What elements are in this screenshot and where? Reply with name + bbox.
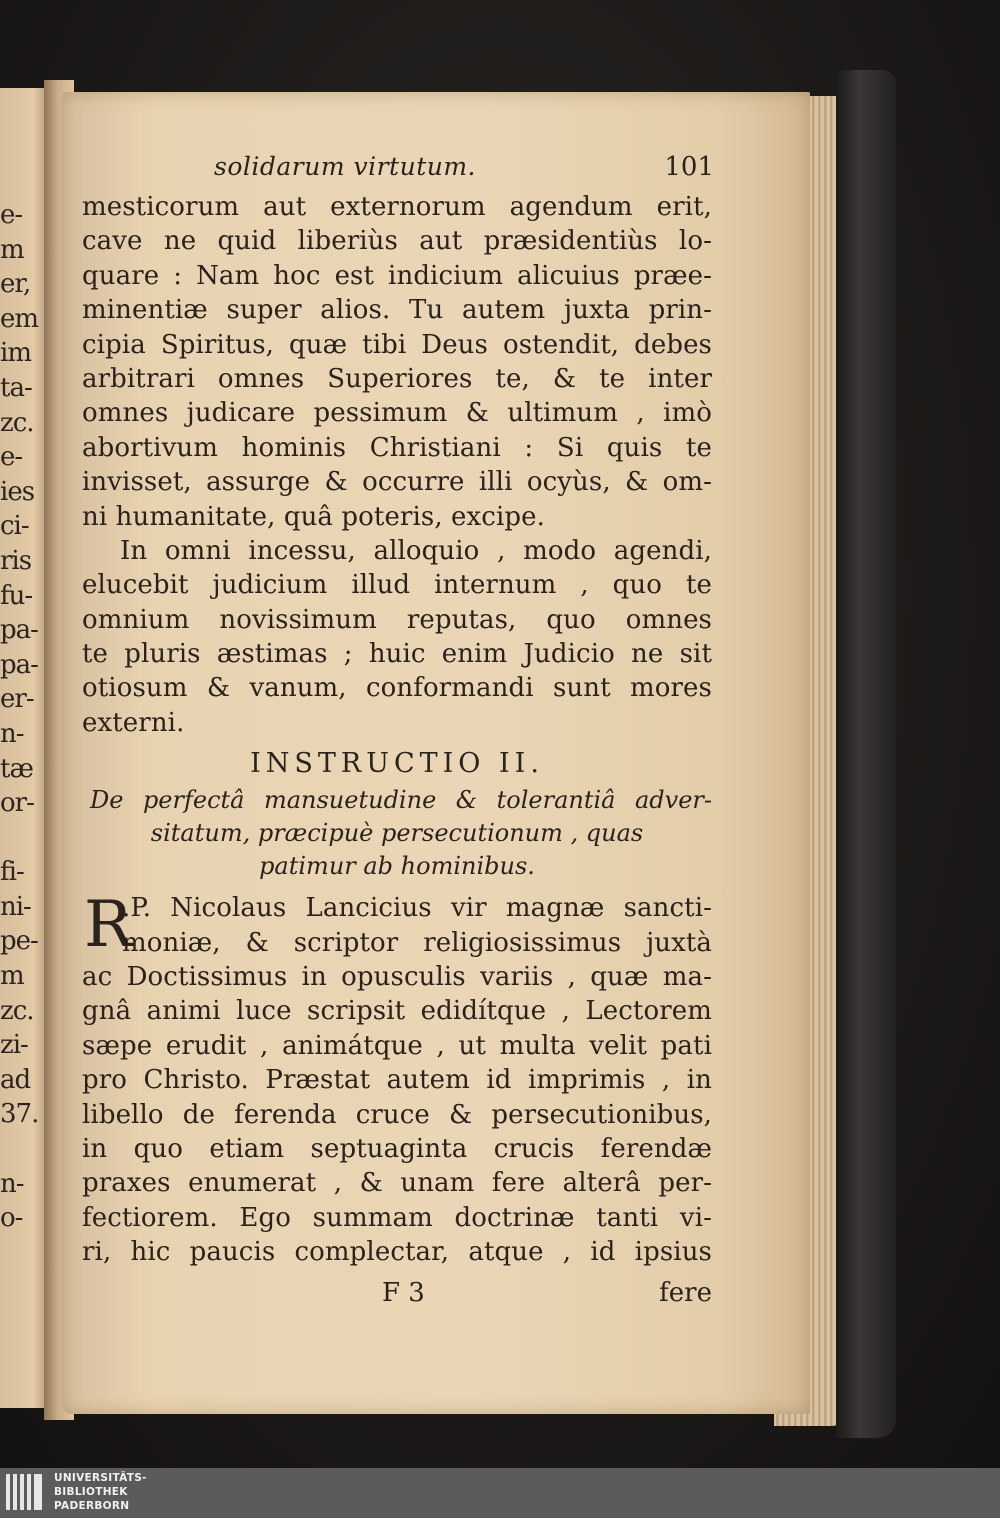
text-line: moniæ, & scriptor religiosissimus juxtà <box>122 927 712 958</box>
left-page-fragment: fi- <box>0 857 24 888</box>
text-line: ri, hic paucis complectar, atque , id ipsius <box>82 1237 712 1268</box>
left-page-fragment: pe- <box>0 926 38 957</box>
page-footer <box>82 1274 712 1314</box>
text-line: ac Doctissimus in opusculis variis , quæ ma- <box>82 962 712 993</box>
library-name <box>54 1471 147 1513</box>
left-page-fragment: o- <box>0 1203 23 1234</box>
text-line: te pluris æstimas ; huic enim Judicio ne sit <box>82 639 712 670</box>
left-page-fragment: zc. <box>0 407 34 438</box>
drop-cap: R <box>84 888 133 963</box>
left-page-fragment: ta- <box>0 372 32 403</box>
subheading-line: patimur ab hominibus. <box>259 852 535 881</box>
text-line: libello de ferenda cruce & persecutionibus, <box>82 1099 712 1130</box>
left-page-fragment: n- <box>0 718 24 749</box>
text-line: cave ne quid liberiùs aut præsidentiùs lo- <box>82 226 712 257</box>
library-name-line: UNIVERSITÄTS- <box>54 1472 147 1484</box>
text-line: ni humanitate, quâ poteris, excipe. <box>82 501 545 532</box>
paragraph-1 <box>82 190 712 534</box>
paragraph-3 <box>82 888 712 1269</box>
paragraph-2 <box>82 534 712 740</box>
text-line: arbitrari omnes Superiores te, & te inter <box>82 363 712 394</box>
left-page-fragment: ris <box>0 545 32 576</box>
left-page-fragment <box>0 1236 48 1271</box>
left-page-text-fragments <box>0 198 48 1270</box>
text-line: .P. Nicolaus Lancicius vir magnæ sancti- <box>122 893 712 924</box>
left-page-fragment: ad <box>0 1064 31 1095</box>
running-head-title: solidarum virtutum. <box>214 152 477 181</box>
text-line: in quo etiam septuaginta crucis ferendæ <box>82 1133 712 1164</box>
left-page-fragment: tæ <box>0 753 33 784</box>
left-page-fragment: e- <box>0 200 23 230</box>
text-line: externi. <box>82 707 185 738</box>
text-line: elucebit judicium illud internum , quo te <box>82 570 712 601</box>
text-line: mesticorum aut externorum agendum erit, <box>82 192 712 222</box>
page-number: 101 <box>664 152 714 182</box>
library-logo-icon <box>6 1474 46 1510</box>
section-subheading <box>82 784 712 883</box>
text-line: invisset, assurge & occurre illi ocyùs, & om- <box>82 467 712 498</box>
signature-mark: F 3 <box>382 1277 425 1308</box>
running-head <box>82 150 712 190</box>
left-page-fragment: ies <box>0 476 35 507</box>
left-page-fragment: m <box>0 234 24 265</box>
left-page-fragment: zi- <box>0 1030 28 1061</box>
subheading-line: De perfectâ mansuetudine & tolerantiâ adver- <box>90 786 712 815</box>
text-line: cipia Spiritus, quæ tibi Deus ostendit, debes <box>82 329 712 360</box>
left-page <box>0 88 48 1408</box>
left-page-fragment <box>0 1132 48 1167</box>
text-line: omnes judicare pessimum & ultimum , imò <box>82 398 712 429</box>
left-page-fragment: ci- <box>0 511 29 542</box>
text-line: otiosum & vanum, conformandi sunt mores <box>82 673 712 704</box>
left-page-fragment: pa- <box>0 649 38 680</box>
left-page-fragment: or- <box>0 788 34 819</box>
left-page-fragment: m <box>0 961 24 992</box>
text-line: pro Christo. Præstat autem id imprimis , in <box>82 1065 712 1096</box>
section-heading: INSTRUCTIO II. <box>250 748 544 780</box>
left-page-fragment: er, <box>0 269 31 300</box>
text-line: omnium novissimum reputas, quo omnes <box>82 604 712 635</box>
library-name-line: PADERBORN <box>54 1500 130 1512</box>
left-page-fragment <box>0 821 48 856</box>
left-page-fragment: 37. <box>0 1099 39 1130</box>
library-banner <box>0 1468 1000 1518</box>
left-page-fragment: fu- <box>0 580 33 611</box>
library-name-line: BIBLIOTHEK <box>54 1486 128 1498</box>
catchword: fere <box>659 1277 712 1308</box>
book-cover-binding <box>836 70 896 1438</box>
text-line: minentiæ super alios. Tu autem juxta prin- <box>82 295 712 326</box>
text-line: gnâ animi luce scripsit edidítque , Lectorem <box>82 996 712 1027</box>
left-page-fragment: zc. <box>0 995 34 1026</box>
left-page-fragment: e- <box>0 442 23 473</box>
left-page-fragment: n- <box>0 1168 24 1199</box>
left-page-fragment: pa- <box>0 615 38 646</box>
subheading-line: sitatum, præcipuè persecutionum , quas <box>150 819 644 848</box>
text-line: abortivum hominis Christiani : Si quis te <box>82 432 712 463</box>
left-page-fragment: er- <box>0 684 34 715</box>
text-line: sæpe erudit , animátque , ut multa velit pati <box>82 1030 712 1061</box>
text-line: praxes enumerat , & unam fere alterâ per- <box>82 1168 712 1199</box>
text-line: quare : Nam hoc est indicium alicuius præe- <box>82 260 712 291</box>
text-line: fectiorem. Ego summam doctrinæ tanti vi- <box>82 1202 712 1233</box>
left-page-fragment: im <box>0 338 31 369</box>
left-page-fragment: ni- <box>0 891 31 922</box>
page-text-block <box>82 150 712 1314</box>
text-line: In omni incessu, alloquio , modo agendi, <box>120 535 712 566</box>
left-page-fragment: em <box>0 303 39 334</box>
